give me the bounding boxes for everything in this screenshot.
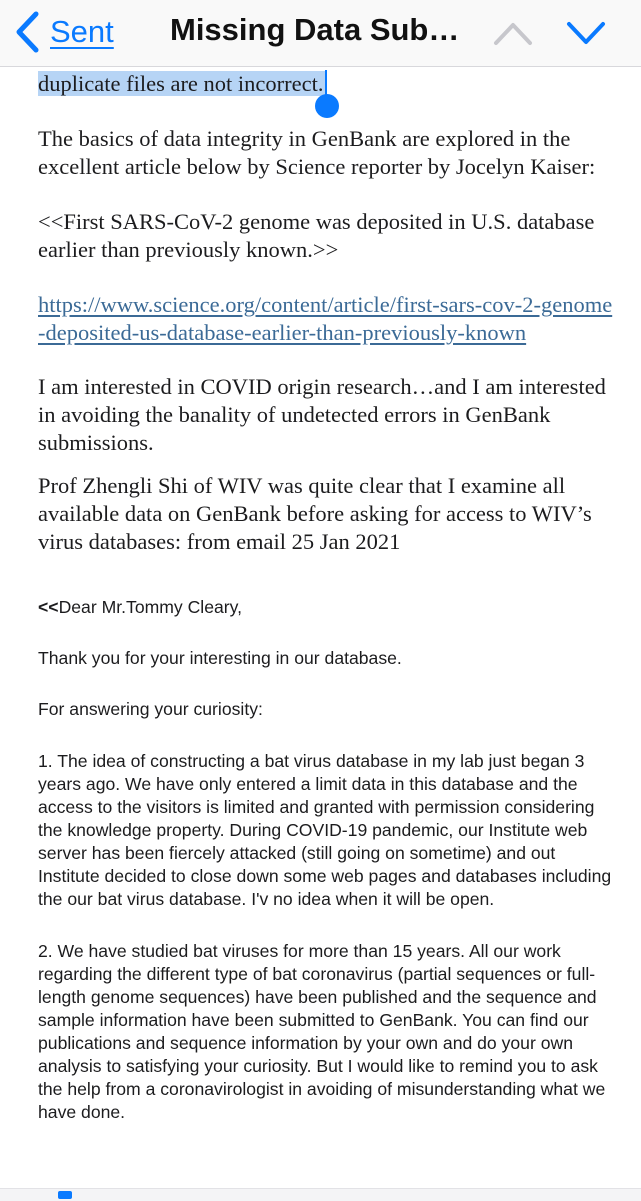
chevron-left-icon: [14, 11, 40, 53]
quoted-answering: For answering your curiosity:: [38, 699, 263, 719]
back-button[interactable]: [14, 10, 114, 54]
next-message-button[interactable]: [566, 18, 606, 53]
paragraph-basics: The basics of data integrity in GenBank are explored in the excellent article below by Science reporter by Jocelyn Kaiser:: [38, 126, 596, 179]
bottom-toolbar: [0, 1188, 641, 1201]
quoted-greeting: [38, 596, 618, 619]
article-link[interactable]: https://www.science.org/content/article/first-sars-cov-2-genome-deposited-us-database-earlier-than-previously-known: [38, 292, 613, 345]
selection-handle[interactable]: [315, 94, 339, 118]
toolbar-icon[interactable]: [58, 1191, 72, 1199]
quoted-point-2: 2. We have studied bat viruses for more than 15 years. All our work regarding the different type of bat coronavirus (partial sequences or full-length genome sequences) have been published and the sequence and sample information have been submitted to GenBank. You can find our publications and sequence information by your own and do your own analysis to satisfying your curiosity. But I would like to remind you to ask the help from a coronavirologist in avoiding of misunderstanding what we have done.: [38, 941, 606, 1122]
greeting-text: Dear Mr.Tommy Cleary,: [58, 597, 243, 617]
quoted-point-1: 1. The idea of constructing a bat virus database in my lab just began 3 years ago. We have only entered a limit data in this database and the access to the visitors is limited and granted with permission considering the knowledge property. During COVID-19 pandemic, our Institute web server has been fiercely attacked (still going on sometime) and out Institute decided to close down some web pages and databases including the our bat virus database. I'v no idea when it will be open.: [38, 751, 612, 909]
selected-text: duplicate files are not incorrect.: [38, 71, 324, 96]
quote-open-marker: <<: [38, 597, 59, 617]
quoted-thanks: Thank you for your interesting in our database.: [38, 648, 402, 668]
chevron-up-icon: [493, 35, 533, 52]
paragraph-shi: Prof Zhengli Shi of WIV was quite clear that I examine all available data on GenBank before asking for access to WIV’s virus databases: from email 25 Jan 2021: [38, 473, 592, 554]
message-title: Missing Data Sub…: [170, 12, 460, 47]
paragraph-interest: I am interested in COVID origin research…and I am interested in avoiding the banality of undetected errors in GenBank submissions.: [38, 374, 606, 455]
chevron-down-icon: [566, 35, 606, 52]
previous-message-button[interactable]: [493, 18, 533, 53]
navigation-bar: [0, 0, 641, 67]
email-body[interactable]: [38, 66, 618, 1124]
text-selection[interactable]: [38, 70, 326, 98]
paragraph-article-quote: <<First SARS-CoV-2 genome was deposited in U.S. database earlier than previously known.>>: [38, 209, 595, 262]
back-label: Sent: [50, 14, 114, 49]
